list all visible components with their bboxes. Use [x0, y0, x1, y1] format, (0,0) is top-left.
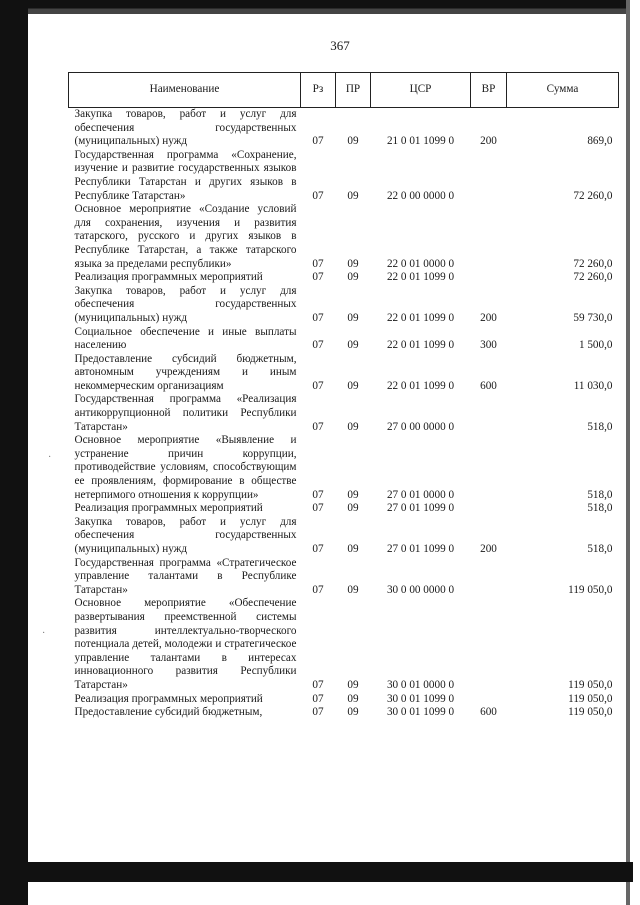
- cell-sum: 72 260,0: [573, 271, 613, 284]
- cell-csr: 21 0 01 1099 0: [386, 135, 455, 148]
- cell-sum: 59 730,0: [573, 311, 613, 324]
- table-row: [69, 502, 619, 516]
- table-row: [69, 597, 619, 692]
- table-row: [69, 516, 619, 557]
- scan-speck: ·: [42, 628, 46, 639]
- cell-rz: 07: [312, 135, 324, 148]
- cell-csr: 27 0 00 0000 0: [386, 420, 455, 433]
- table-row: [69, 434, 619, 502]
- cell-pr: 09: [347, 189, 359, 202]
- cell-csr: 30 0 01 1099 0: [386, 692, 455, 705]
- cell-vr: [471, 597, 507, 692]
- header-pr: ПР: [336, 73, 371, 108]
- page-number: 367: [330, 38, 350, 53]
- cell-name: Государственная программа «Реализация антикоррупционной политики Республики Татарстан»: [74, 393, 297, 433]
- cell-csr: 27 0 01 0000 0: [386, 488, 455, 501]
- table-row: [69, 149, 619, 203]
- cell-csr: 22 0 01 1099 0: [386, 379, 455, 392]
- cell-vr: [471, 693, 507, 707]
- cell-name: Реализация программных мероприятий: [74, 692, 263, 705]
- cell-sum: 72 260,0: [573, 189, 613, 202]
- cell-vr: [471, 502, 507, 516]
- cell-rz: 07: [312, 189, 324, 202]
- cell-vr: [471, 434, 507, 502]
- cell-sum: 518,0: [587, 488, 613, 501]
- cell-vr: 300: [480, 339, 497, 352]
- cell-pr: 09: [347, 311, 359, 324]
- cell-name: Реализация программных мероприятий: [74, 502, 263, 515]
- cell-vr: 200: [480, 135, 497, 148]
- cell-name: Реализация программных мероприятий: [74, 271, 263, 284]
- cell-rz: 07: [312, 706, 324, 719]
- cell-vr: 600: [480, 706, 497, 719]
- cell-rz: 07: [312, 543, 324, 555]
- cell-sum: 518,0: [587, 502, 613, 515]
- cell-sum: 119 050,0: [568, 678, 613, 691]
- budget-table: [68, 72, 619, 720]
- cell-pr: 09: [347, 271, 359, 284]
- cell-rz: 07: [312, 583, 324, 596]
- cell-name: Социальное обеспечение и иные выплаты населению: [74, 325, 297, 352]
- header-rz: Рз: [301, 73, 336, 108]
- cell-sum: 1 500,0: [578, 339, 613, 352]
- header-name: Наименование: [69, 73, 301, 108]
- cell-pr: 09: [347, 257, 359, 270]
- table-header-row: [69, 73, 619, 108]
- cell-name: Основное мероприятие «Выявление и устранение причин коррупции, противодействие условиям, способствующим ее проявлениям, формирование в обществе нетерпимого отношения к коррупции»: [74, 434, 297, 501]
- cell-pr: 09: [347, 706, 359, 719]
- cell-pr: 09: [347, 583, 359, 596]
- cell-csr: 22 0 01 0000 0: [386, 257, 455, 270]
- cell-vr: 200: [480, 543, 497, 555]
- cell-pr: 09: [347, 678, 359, 691]
- table-row: [69, 353, 619, 394]
- cell-sum: 518,0: [587, 543, 613, 555]
- cell-rz: 07: [312, 257, 324, 270]
- cell-sum: 119 050,0: [568, 583, 613, 596]
- table-row: [69, 271, 619, 285]
- cell-vr: [471, 393, 507, 434]
- table-row: [69, 326, 619, 353]
- cell-sum: 119 050,0: [568, 692, 613, 705]
- cell-name: Предоставление субсидий бюджетным, автономным учреждениям и иным некоммерческим организациям: [74, 352, 297, 392]
- cell-pr: 09: [347, 420, 359, 433]
- cell-csr: 27 0 01 1099 0: [386, 502, 455, 515]
- cell-name: Предоставление субсидий бюджетным,: [74, 706, 263, 719]
- cell-vr: 200: [480, 311, 497, 324]
- table-row: [69, 557, 619, 598]
- table-row: [69, 393, 619, 434]
- table-row: [69, 706, 619, 720]
- cell-name: Основное мероприятие «Обеспечение развертывания преемственной системы развития интеллектуально-творческого потенциала детей, молодежи и стратегическое управление талантами в интересах инновационного развития Республики Татарстан»: [74, 597, 297, 691]
- cell-vr: 600: [480, 379, 497, 392]
- cell-csr: 30 0 01 1099 0: [386, 706, 455, 719]
- cell-pr: 09: [347, 502, 359, 515]
- header-sum: Сумма: [507, 73, 619, 108]
- cell-rz: 07: [312, 311, 324, 324]
- cell-csr: 22 0 01 1099 0: [386, 271, 455, 284]
- cell-rz: 07: [312, 379, 324, 392]
- scan-right-edge: [626, 0, 630, 905]
- cell-name: Закупка товаров, работ и услуг для обеспечения государственных (муниципальных) нужд: [74, 284, 297, 324]
- cell-vr: [471, 203, 507, 271]
- cell-pr: 09: [347, 488, 359, 501]
- cell-pr: 09: [347, 543, 359, 555]
- cell-pr: 09: [347, 379, 359, 392]
- cell-sum: 11 030,0: [573, 379, 613, 392]
- cell-name: Закупка товаров, работ и услуг для обеспечения государственных (муниципальных) нужд: [74, 108, 297, 148]
- cell-pr: 09: [347, 339, 359, 352]
- cell-sum: 518,0: [587, 420, 613, 433]
- cell-vr: [471, 557, 507, 598]
- cell-name: Закупка товаров, работ и услуг для обеспечения государственных (муниципальных) нужд: [74, 515, 297, 555]
- cell-csr: 30 0 00 0000 0: [386, 583, 455, 596]
- cell-rz: 07: [312, 678, 324, 691]
- scan-speck: ·: [48, 452, 52, 463]
- header-vr: ВР: [471, 73, 507, 108]
- cell-sum: 119 050,0: [568, 706, 613, 719]
- cell-csr: 30 0 01 0000 0: [386, 678, 455, 691]
- table-row: [69, 203, 619, 271]
- cell-vr: [471, 271, 507, 285]
- cell-name: Основное мероприятие «Создание условий для сохранения, изучения и развития татарского, русского и других языков в Республике Татарстан, а также татарского языка за пределами республики»: [74, 203, 297, 270]
- scan-left-edge: [0, 0, 28, 905]
- cell-rz: 07: [312, 339, 324, 352]
- table-row: [69, 285, 619, 326]
- cell-rz: 07: [312, 420, 324, 433]
- cell-csr: 22 0 01 1099 0: [386, 311, 455, 324]
- header-csr: ЦСР: [371, 73, 471, 108]
- scan-top-edge: [28, 0, 628, 14]
- cell-pr: 09: [347, 135, 359, 148]
- cell-sum: 869,0: [587, 135, 613, 148]
- cell-sum: 72 260,0: [573, 257, 613, 270]
- cell-csr: 27 0 01 1099 0: [386, 543, 455, 555]
- cell-rz: 07: [312, 502, 324, 515]
- cell-rz: 07: [312, 488, 324, 501]
- cell-csr: 22 0 01 1099 0: [386, 339, 455, 352]
- table-row: [69, 108, 619, 149]
- scan-bottom-edge: [28, 862, 633, 882]
- cell-rz: 07: [312, 271, 324, 284]
- cell-pr: 09: [347, 692, 359, 705]
- cell-name: Государственная программа «Сохранение, изучение и развитие государственных языков Республики Татарстан и других языков в Республике Татарстан»: [74, 148, 297, 202]
- cell-rz: 07: [312, 692, 324, 705]
- cell-name: Государственная программа «Стратегическое управление талантами в Республике Татарстан»: [74, 556, 297, 596]
- cell-csr: 22 0 00 0000 0: [386, 189, 455, 202]
- table-row: [69, 693, 619, 707]
- cell-vr: [471, 149, 507, 203]
